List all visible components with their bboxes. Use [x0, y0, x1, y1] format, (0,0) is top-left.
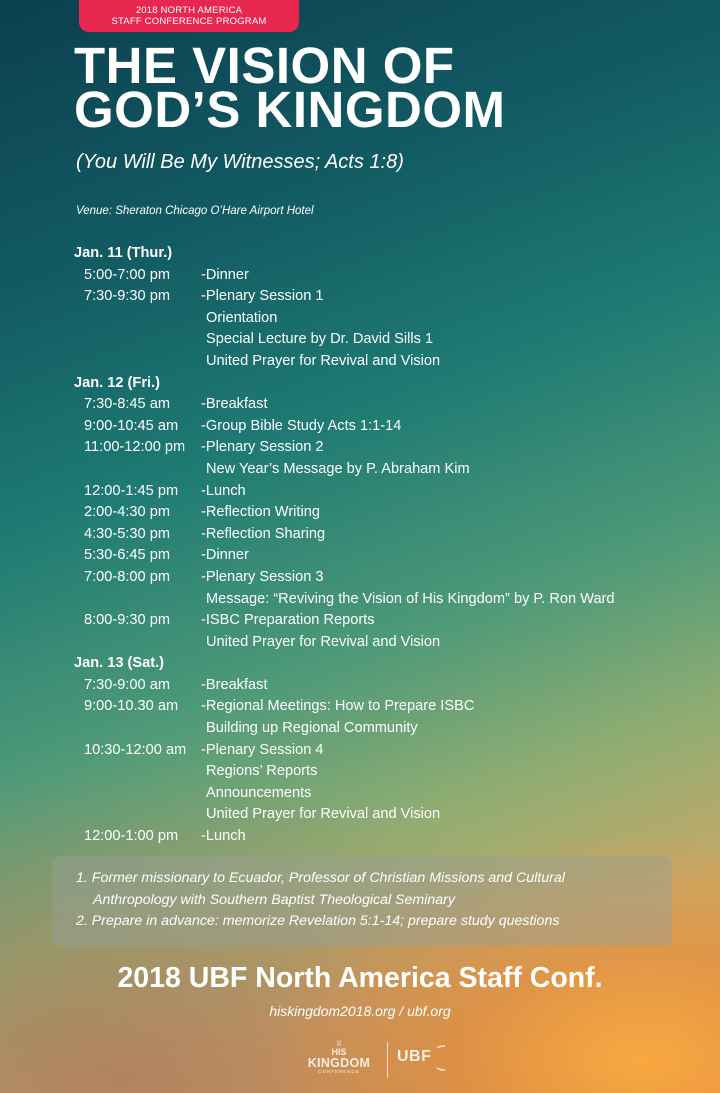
logo-kingdom-text: KINGDOM: [307, 1056, 371, 1070]
banner-line-2: STAFF CONFERENCE PROGRAM: [111, 15, 267, 27]
row-time: 11:00-12:00 pm: [84, 439, 186, 456]
schedule-subrow: [74, 718, 694, 740]
row-time: 7:00-8:00 pm: [84, 568, 170, 585]
row-subitem: United Prayer for Revival and Vision: [206, 633, 441, 650]
schedule-row: [74, 286, 694, 308]
row-time: 2:00-4:30 pm: [84, 504, 170, 521]
row-subitem: United Prayer for Revival and Vision: [206, 806, 441, 823]
row-item: -Plenary Session 2: [201, 439, 324, 456]
row-subitem: Orientation: [206, 309, 278, 326]
schedule-subrow: [74, 783, 694, 805]
schedule-row: [74, 481, 694, 503]
row-item: -Lunch: [201, 482, 246, 499]
row-item: -Lunch: [201, 828, 246, 845]
schedule-subrow: [74, 351, 694, 373]
page-subtitle: (You Will Be My Witnesses; Acts 1:8): [76, 151, 404, 173]
row-time: 9:00-10:45 am: [84, 417, 179, 434]
day-heading-jan-12: Jan. 12 (Fri.): [74, 374, 160, 391]
row-subitem: Special Lecture by Dr. David Sills 1: [206, 331, 434, 348]
conference-name: 2018 UBF North America Staff Conf.: [117, 962, 603, 994]
row-time: 12:00-1:00 pm: [84, 828, 179, 845]
website-links: hiskingdom2018.org / ubf.org: [269, 1003, 451, 1019]
schedule-subrow: [74, 632, 694, 654]
conference-banner: [79, 0, 299, 32]
row-time: 5:00-7:00 pm: [84, 266, 170, 283]
schedule-subrow: [74, 308, 694, 330]
row-subitem: Building up Regional Community: [206, 720, 418, 737]
schedule-subrow: [74, 804, 694, 826]
schedule-row: [74, 826, 694, 848]
schedule-row: [74, 416, 694, 438]
footnote-1-line-2: Anthropology with Southern Baptist Theological Seminary: [93, 891, 455, 908]
row-item: -Plenary Session 3: [201, 568, 324, 585]
schedule-row: [74, 394, 694, 416]
day-heading-jan-11: Jan. 11 (Thur.): [74, 245, 173, 261]
row-subitem: Announcements: [206, 784, 312, 801]
row-time: 7:30-9:00 am: [84, 676, 170, 693]
schedule-row: [74, 437, 694, 459]
schedule-subrow: [74, 761, 694, 783]
ubf-logo-mark-icon: [393, 1044, 445, 1072]
row-subitem: Message: “Reviving the Vision of His Kingdom” by P. Ron Ward: [206, 590, 615, 607]
title-line-1: THE VISION OF: [74, 37, 455, 94]
his-kingdom-logo: [298, 1040, 380, 1075]
row-item: -Reflection Writing: [201, 504, 320, 521]
row-item: -Breakfast: [201, 676, 268, 693]
logo-strip: [0, 1034, 720, 1084]
footnotes-box: [52, 856, 672, 946]
row-item: -ISBC Preparation Reports: [201, 612, 375, 629]
ubf-logo-text: UBF: [397, 1048, 432, 1065]
schedule: [74, 243, 694, 848]
row-item: -Breakfast: [201, 396, 268, 413]
row-time: 8:00-9:30 pm: [84, 612, 170, 629]
title-line-2: GOD’S KINGDOM: [74, 81, 506, 138]
schedule-row: [74, 265, 694, 287]
row-item: -Dinner: [201, 547, 249, 564]
crown-icon: ♕: [335, 1039, 343, 1048]
venue-text: Venue: Sheraton Chicago O’Hare Airport Hotel: [76, 205, 314, 217]
row-subitem: United Prayer for Revival and Vision: [206, 352, 441, 369]
row-time: 10:30-12:00 am: [84, 741, 187, 758]
schedule-row: [74, 567, 694, 589]
row-subitem: New Year’s Message by P. Abraham Kim: [206, 460, 470, 477]
row-item: -Reflection Sharing: [201, 525, 326, 542]
footnote-1-line-1: 1. Former missionary to Ecuador, Professor of Christian Missions and Cultural: [76, 870, 565, 886]
logo-conference-text: CONFERENCE: [318, 1069, 360, 1074]
row-time: 5:30-6:45 pm: [84, 547, 170, 564]
row-item: -Group Bible Study Acts 1:1-14: [201, 417, 402, 434]
row-subitem: Regions’ Reports: [206, 763, 318, 780]
ubf-logo: [397, 1048, 431, 1066]
schedule-subrow: [74, 459, 694, 481]
schedule-row: [74, 502, 694, 524]
banner-line-1: 2018 NORTH AMERICA: [135, 5, 243, 16]
row-time: 12:00-1:45 pm: [84, 482, 179, 499]
day-heading-jan-13: Jan. 13 (Sat.): [74, 655, 165, 672]
schedule-row: [74, 545, 694, 567]
row-item: -Plenary Session 1: [201, 288, 324, 305]
row-item: -Plenary Session 4: [201, 741, 324, 758]
schedule-row: [74, 675, 694, 697]
row-time: 7:30-8:45 am: [84, 396, 170, 413]
logo-his-text: HIS: [331, 1047, 347, 1057]
row-item: -Regional Meetings: How to Prepare ISBC: [201, 698, 475, 715]
schedule-row: [74, 740, 694, 762]
row-item: -Dinner: [201, 266, 249, 283]
schedule-subrow: [74, 589, 694, 611]
schedule-row: [74, 524, 694, 546]
row-time: 7:30-9:30 pm: [84, 288, 170, 305]
schedule-subrow: [74, 329, 694, 351]
footnote-2: 2. Prepare in advance: memorize Revelation 5:1-14; prepare study questions: [76, 913, 560, 929]
page-title: [74, 37, 694, 138]
row-time: 9:00-10.30 am: [84, 698, 179, 715]
schedule-row: [74, 696, 694, 718]
row-time: 4:30-5:30 pm: [84, 525, 170, 542]
logo-divider: [387, 1042, 388, 1078]
schedule-row: [74, 610, 694, 632]
